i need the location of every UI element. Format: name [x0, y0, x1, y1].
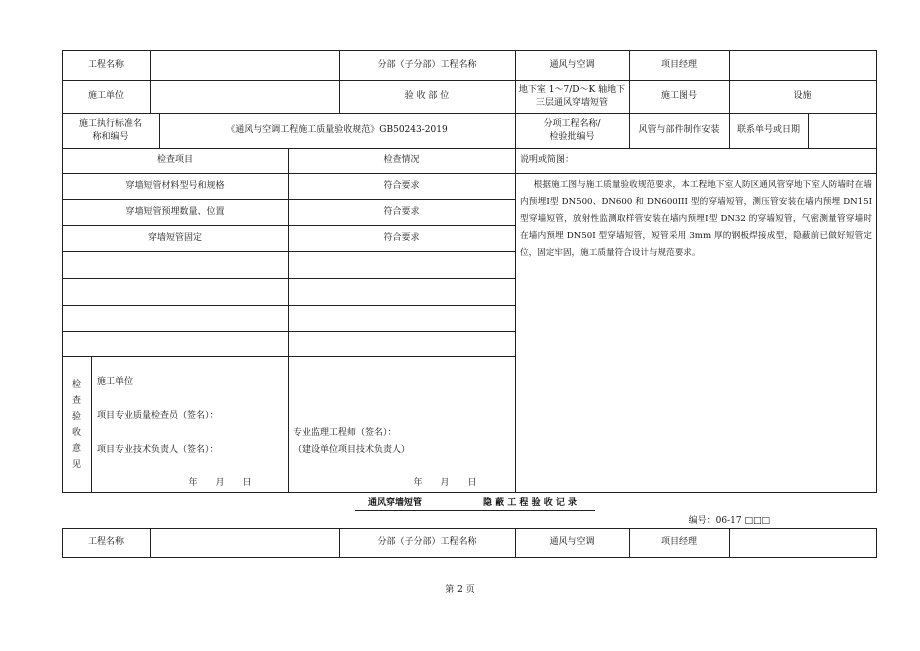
value-item: 风管与部件制作安装: [638, 125, 720, 136]
side-char-6: 见: [71, 459, 81, 470]
opinion-builder-tech-lead: （建设单位项目技术负责人）: [293, 444, 411, 455]
check-status-3: 符合要求: [383, 232, 420, 243]
side-char-2: 查: [71, 395, 81, 406]
check-status-7: [288, 331, 515, 356]
check-item-4: [62, 251, 288, 278]
value-project-name: [150, 50, 339, 80]
opinion-supervisor: 专业监理工程师（签名）：: [293, 427, 397, 438]
check-status-2: 符合要求: [383, 206, 420, 217]
t2-value-project-name: [150, 528, 339, 557]
label-contact: 联系单号或日期: [736, 125, 800, 136]
opinion-quality-inspector: 项目专业质量检查员（签名）：: [97, 410, 219, 421]
record-title: 隐 蔽 工 程 验 收 记 录: [483, 497, 577, 508]
label-item-line-2: 检验批编号: [549, 131, 595, 142]
value-construction-unit: [150, 80, 339, 113]
label-drawing-no: 施工图号: [660, 91, 697, 102]
opinion-technical-lead: 项目专业技术负责人（签名）：: [97, 444, 219, 455]
check-status-4: [288, 251, 515, 278]
t2-label-subdivision: 分部（子分部）工程名称: [377, 537, 477, 548]
label-manager: 项目经理: [660, 59, 697, 70]
acceptance-location-line-2: 三层通风穿墙短管: [535, 97, 608, 108]
page-number: 第 2 页: [445, 584, 475, 595]
t2-label-project-name: 工程名称: [87, 537, 124, 548]
label-project-name: 工程名称: [87, 59, 124, 70]
check-item-1: 穿墙短管材料型号和规格: [125, 180, 225, 191]
label-standard: [62, 113, 159, 148]
value-manager: [729, 50, 876, 80]
t2-label-manager: 项目经理: [660, 537, 697, 548]
side-char-1: 检: [71, 379, 81, 390]
label-item: [515, 113, 629, 148]
check-status-1: 符合要求: [383, 180, 420, 191]
check-item-2: 穿墙短管预埋数量、位置: [125, 206, 225, 217]
side-char-3: 验: [71, 411, 81, 422]
acceptance-location-line-1: 地下室 1～7/D～K 轴地下: [518, 85, 626, 96]
label-standard-line-1: 施工执行标准名: [78, 119, 142, 130]
t2-value-manager: [729, 528, 876, 557]
check-item-5: [62, 278, 288, 305]
check-item-7: [62, 331, 288, 356]
value-drawing-no: 设施: [793, 91, 812, 102]
check-item-6: [62, 305, 288, 331]
side-char-4: 收: [71, 427, 81, 438]
description-text: 根据施工图与施工质量验收规范要求，本工程地下室人防区通风管穿地下室人防墙时在墙内预埋Ⅰ型 DN500、DN600 和 DN600III 型的穿墙短管，测压管安装在墙内预埋 DN15I 型穿墙短管，放射性监测取样管安装在墙内预埋Ⅰ型 DN32 的穿墙短管，气密测量管穿墙时在墙内预埋 DN50I 型穿墙短管，短管采用 3mm 厚的钢板焊接成型，隐蔽前已做好短管定位，固定牢固，施工质量符合设计与规范要求。: [520, 180, 872, 258]
opinion-side-label: [62, 356, 91, 493]
t2-value-subdivision: 通风与空调: [549, 537, 595, 548]
header-notes: 说明或简图：: [520, 155, 575, 166]
label-acceptance-location: 验 收 部 位: [404, 91, 450, 102]
serial-number: 编号：06-17 □□□: [688, 515, 770, 526]
value-acceptance-location: [515, 80, 629, 113]
side-char-5: 意: [71, 443, 81, 454]
opinion-date-left: 年 月 日: [188, 477, 252, 488]
label-item-line-1: 分项工程名称/: [543, 119, 601, 130]
value-contact: [808, 113, 876, 148]
header-inspection-status: 检查情况: [383, 155, 420, 166]
opinion-construction-unit: 施工单位: [97, 376, 134, 387]
check-status-6: [288, 305, 515, 331]
label-construction-unit: 施工单位: [87, 91, 124, 102]
value-standard: 《通风与空调工程施工质量验收规范》GB50243-2019: [226, 125, 448, 136]
value-subdivision: 通风与空调: [549, 59, 595, 70]
header-inspection-item: 检查项目: [156, 155, 193, 166]
check-item-3: 穿墙短管固定: [147, 232, 202, 243]
opinion-date-right: 年 月 日: [413, 477, 477, 488]
check-status-5: [288, 278, 515, 305]
label-subdivision: 分部（子分部）工程名称: [377, 59, 477, 70]
record-subject: 通风穿墙短管: [367, 497, 422, 508]
label-standard-line-2: 称和编号: [92, 131, 129, 142]
